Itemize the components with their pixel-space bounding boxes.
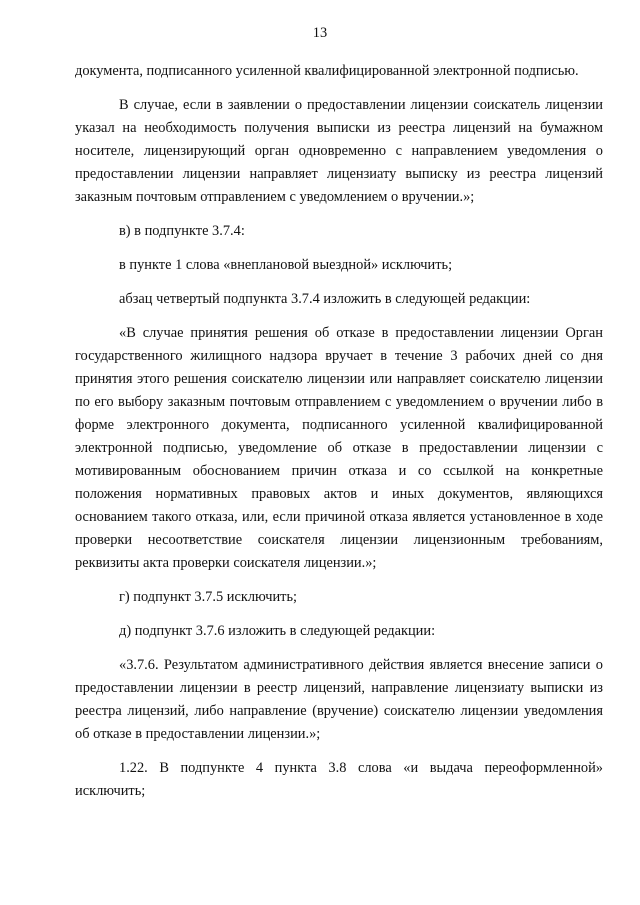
document-body: [75, 60, 603, 803]
paragraph-subitem-g: г) подпункт 3.7.5 исключить;: [119, 589, 298, 605]
paragraph-subitem-d: д) подпункт 3.7.6 изложить в следующей редакции:: [119, 623, 436, 639]
paragraph-point-1: в пункте 1 слова «внеплановой выездной» исключить;: [119, 257, 453, 273]
paragraph-extract-mailing: В случае, если в заявлении о предоставлении лицензии соискатель лицензии указал на необходимость получения выписки из реестра лицензий на бумажном носителе, лицензирующий орган одновременно с направлением уведомления о предоставлении лицензии направляет лицензиату выписку из реестра лицензий заказным почтовым отправлением с уведомлением о вручении.»;: [75, 97, 603, 205]
paragraph-376-quote: «3.7.6. Результатом административного действия является внесение записи о предоставлении лицензии в реестр лицензий, направление лицензиату выписки из реестра лицензий, либо направление (вручение) соискателю лицензии уведомления об отказе в предоставлении лицензии.»;: [75, 657, 603, 742]
paragraph-fourth-abzac: абзац четвертый подпункта 3.7.4 изложить в следующей редакции:: [119, 291, 531, 307]
paragraph-refusal-quote: «В случае принятия решения об отказе в предоставлении лицензии Орган государственного жилищного надзора вручает в течение 3 рабочих дней со дня принятия этого решения соискателю лицензии или направляет соискателю лицензии по его выбору заказным почтовым отправлением с уведомлением о вручении либо в форме электронного документа, подписанного усиленной квалифицированной электронной подписью, уведомление об отказе в предоставлении лицензии с мотивированным обоснованием причин отказа и со ссылкой на конкретные положения нормативных правовых актов и иных документов, являющихся основанием такого отказа, или, если причиной отказа является установленное в ходе проверки несоответствие соискателя лицензии лицензионным требованиям, реквизиты акта проверки соискателя лицензии.»;: [75, 325, 603, 571]
paragraph-subitem-v: в) в подпункте 3.7.4:: [119, 223, 245, 239]
paragraph-continuation: документа, подписанного усиленной квалифицированной электронной подписью.: [75, 63, 579, 79]
paragraph-122: 1.22. В подпункте 4 пункта 3.8 слова «и выдача переоформленной» исключить;: [75, 760, 603, 799]
page-number: 13: [312, 25, 328, 41]
